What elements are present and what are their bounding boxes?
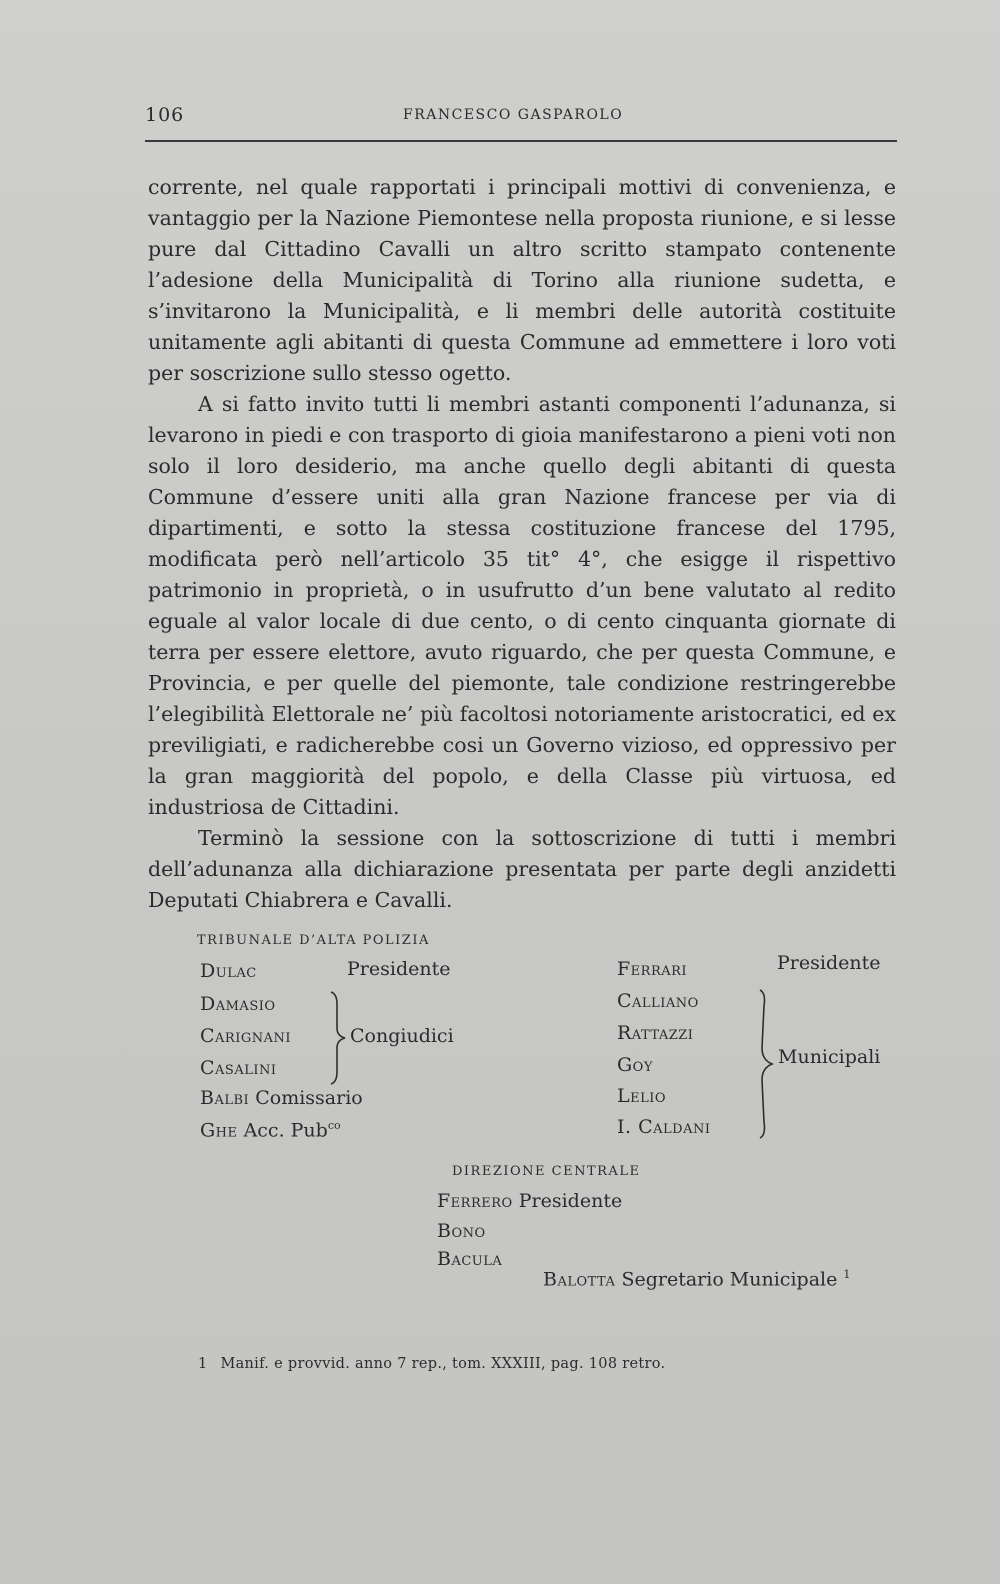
tribunale-judge-2: Carignani	[200, 1025, 292, 1047]
tribunale-president-role: Presidente	[347, 958, 451, 980]
tribunale-title: TRIBUNALE D’ALTA POLIZIA	[197, 933, 430, 948]
footnote-text: Manif. e provvid. anno 7 rep., tom. XXXIII, pag. 108 retro.	[220, 1356, 666, 1372]
running-head: FRANCESCO GASPAROLO	[403, 107, 624, 123]
footnote	[198, 1356, 665, 1372]
municipalita-members-brace	[750, 988, 780, 1140]
paragraph-1: corrente, nel quale rapportati i principali mottivi di convenienza, e vantaggio per la Nazione Piemontese nella proposta riunione, e si lesse pure dal Cittadino Cavalli un altro scritto stampato contenente l’adesione della Municipalità di Torino alla riunione sudetta, e s’invitarono la Municipalità, e li membri delle autorità costituite unitamente agli abitanti di questa Commune ad emmettere i loro voti per soscrizione sullo stesso ogetto.	[148, 175, 896, 385]
tribunale-judges-brace	[325, 990, 351, 1086]
direzione-footnote-marker: 1	[843, 1268, 851, 1281]
page-header	[145, 104, 895, 134]
municipalita-president-name: Ferrari	[617, 958, 688, 980]
tribunale-judge-1: Damasio	[200, 993, 276, 1015]
paragraph-2: A si fatto invito tutti li membri astanti componenti l’adunanza, si levarono in piedi e con trasporto di gioia manifestarono a pieni voti non solo il loro desiderio, ma anche quello degli abitanti di questa Commune d’essere uniti alla gran Nazione francese per via di dipartimenti, e sotto la stessa costituzione francese del 1795, modificata però nell’articolo 35 tit° 4°, che esigge il rispettivo patrimonio in proprietà, o in usufrutto d’un bene valutato al redito eguale al valor locale di due cento, o di cento cinquanta giornate di terra per essere elettore, avuto riguardo, che per questa Commune, e Provincia, e per quelle del piemonte, tale condizione restringerebbe l’elegibilità Elettorale ne’ più facoltosi notoriamente aristocratici, ed ex previligiati, e radicherebbe cosi un Governo vizioso, ed oppressivo per la gran maggiorità del popolo, e della Classe più virtuosa, ed industriosa de Cittadini.	[148, 392, 896, 819]
municipalita-member-2: Rattazzi	[617, 1022, 694, 1044]
tribunale-accusatore-role: Acc. Pub	[243, 1119, 328, 1142]
tribunale-commissario	[200, 1087, 363, 1109]
body-text	[148, 172, 896, 916]
municipalita-president-role: Presidente	[777, 952, 881, 974]
tribunale-judge-3: Casalini	[200, 1057, 277, 1079]
tribunale-commissario-role: Comissario	[255, 1087, 363, 1109]
direzione-secretary-role: Segretario Municipale	[621, 1268, 838, 1291]
tribunale-accusatore-name: Ghe	[200, 1119, 238, 1142]
tribunale-president-name: Dulac	[200, 960, 257, 982]
direzione-title: DIREZIONE CENTRALE	[452, 1164, 641, 1179]
municipalita-member-1: Calliano	[617, 990, 699, 1012]
tribunale-accusatore-sup: co	[327, 1119, 341, 1132]
direzione-president	[437, 1190, 622, 1212]
municipalita-member-4: Lelio	[617, 1085, 667, 1107]
municipalita-members-role: Municipali	[778, 1046, 881, 1068]
footnote-marker: 1	[198, 1356, 208, 1372]
direzione-member-2: Bacula	[437, 1248, 503, 1270]
tribunale-accusatore	[200, 1119, 341, 1141]
page-number: 106	[145, 104, 185, 126]
direzione-member-1: Bono	[437, 1220, 486, 1242]
municipalita-member-5: I. Caldani	[617, 1116, 711, 1138]
municipalita-member-3: Goy	[617, 1054, 653, 1076]
paragraph-3: Terminò la sessione con la sottoscrizione di tutti i membri dell’adunanza alla dichiarazione presentata per parte degli anzidetti Deputati Chiabrera e Cavalli.	[148, 826, 896, 912]
tribunale-commissario-name: Balbi	[200, 1087, 250, 1109]
direzione-president-name: Ferrero	[437, 1190, 513, 1212]
direzione-secretary-name: Balotta	[543, 1268, 616, 1291]
header-rule	[145, 140, 897, 142]
direzione-secretary	[543, 1268, 850, 1290]
tribunale-judges-role: Congiudici	[350, 1025, 454, 1047]
direzione-president-role: Presidente	[518, 1190, 623, 1212]
